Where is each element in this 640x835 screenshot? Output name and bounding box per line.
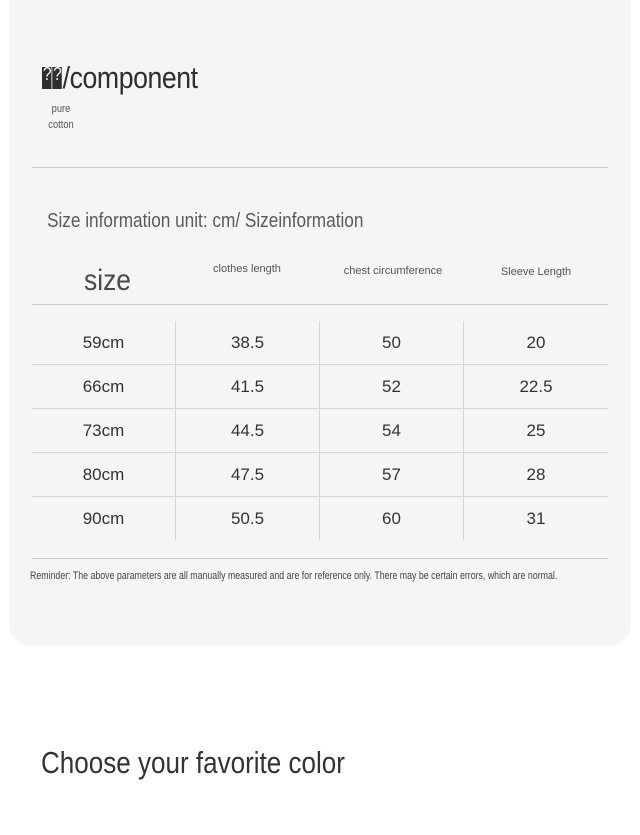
table-cell: 20 — [526, 332, 546, 352]
footer-divider — [32, 558, 608, 559]
table-cell: 50.5 — [176, 497, 320, 541]
table-cell: 25 — [526, 420, 546, 440]
table-cell: 52 — [320, 365, 464, 408]
reminder-note: Reminder: The above parameters are all manually measured and are for reference only. There may be certain errors, which are normal. — [30, 570, 558, 582]
header-clothes-length: clothes length — [213, 263, 281, 275]
table-row — [32, 409, 608, 453]
table-cell: 47.5 — [176, 453, 320, 496]
table-cell: 66cm — [32, 365, 176, 408]
table-cell: 60 — [320, 497, 464, 541]
table-cell: 41.5 — [176, 365, 320, 408]
divider — [32, 167, 608, 168]
header-divider — [32, 304, 608, 305]
table-cell: 50 — [320, 321, 464, 364]
table-cell: 31 — [526, 509, 546, 528]
component-title — [42, 60, 198, 96]
table-cell: 73cm — [32, 409, 176, 452]
table-cell: 54 — [320, 409, 464, 452]
component-title-text: /component — [62, 60, 198, 95]
choose-color-heading: Choose your favorite color — [41, 745, 345, 780]
table-cell: 28 — [526, 464, 546, 484]
table-row — [32, 497, 608, 541]
table-row — [32, 321, 608, 365]
table-cell: 57 — [320, 453, 464, 496]
table-cell: 59cm — [32, 321, 176, 364]
table-cell: 80cm — [32, 453, 176, 496]
table-cell: 44.5 — [176, 409, 320, 452]
table-cell: 38.5 — [176, 321, 320, 364]
header-size: size — [84, 264, 131, 297]
size-table — [32, 321, 608, 541]
table-row — [32, 453, 608, 497]
table-cell: 22.5 — [519, 376, 553, 396]
table-row — [32, 365, 608, 409]
header-chest-circumference: chest circumference — [343, 265, 443, 277]
component-subtitle: pure cotton — [48, 103, 74, 131]
header-sleeve-length: Sleeve Length — [500, 266, 572, 278]
size-info-heading: Size information unit: cm/ Sizeinformation — [47, 210, 364, 232]
missing-glyph-icon — [52, 67, 61, 89]
table-cell: 90cm — [32, 497, 176, 541]
missing-glyph-icon — [42, 67, 51, 89]
